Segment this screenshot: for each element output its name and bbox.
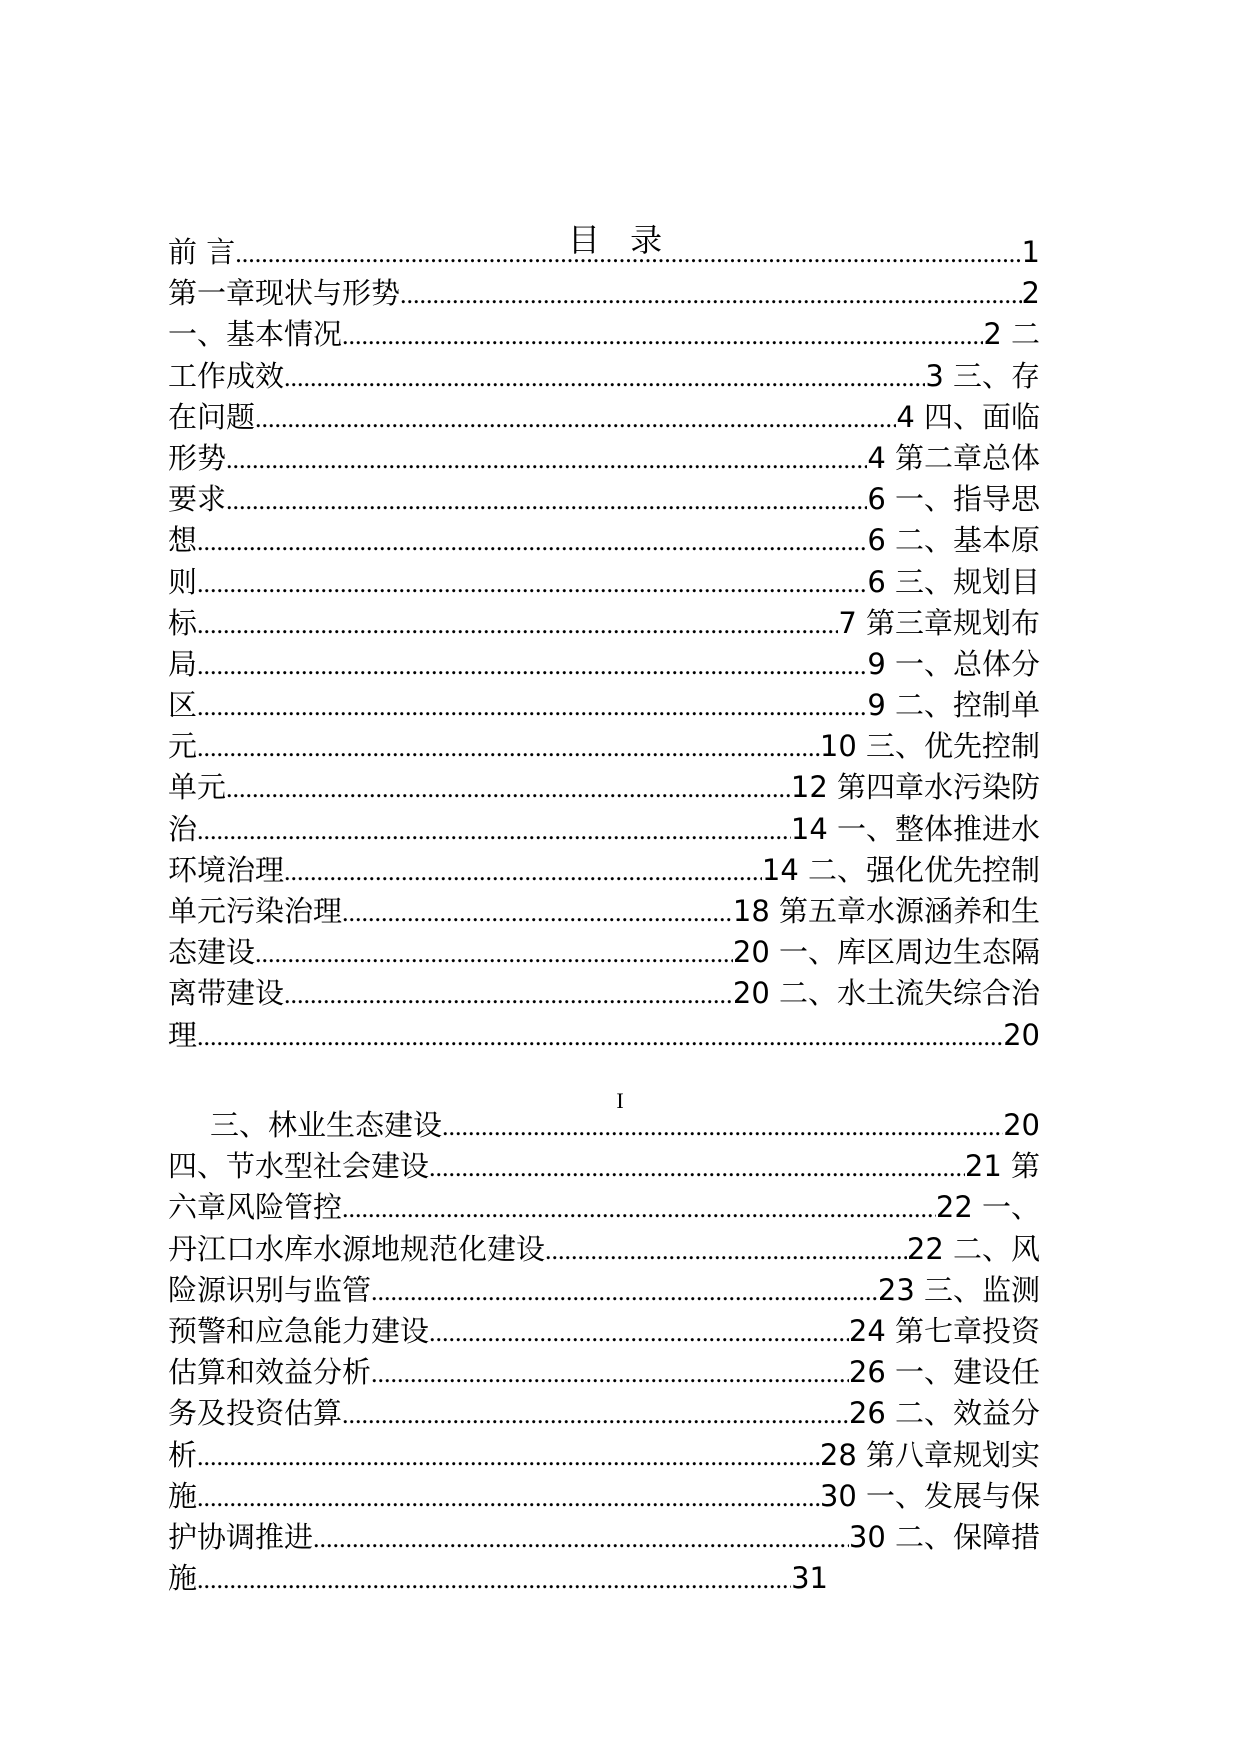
toc-leader-dots	[342, 1188, 936, 1228]
toc-entry[interactable]	[168, 644, 1040, 685]
toc-entry[interactable]	[168, 479, 1040, 520]
toc-entry-page-and-next: 9 一、总体分	[867, 646, 1040, 681]
toc-entry[interactable]	[168, 891, 1040, 932]
toc-entry-page-and-next: 31	[791, 1561, 828, 1596]
toc-entry[interactable]	[168, 232, 1040, 273]
toc-entry-page-and-next: 20 二、水土流失综合治	[732, 976, 1040, 1011]
toc-entry-label: 标	[168, 605, 198, 640]
toc-entry[interactable]	[168, 932, 1040, 973]
toc-entry-label: 离带建设	[168, 976, 285, 1011]
toc-leader-dots	[226, 480, 867, 520]
toc-entry-label: 施	[168, 1478, 198, 1513]
toc-entry-label: 四、节水型社会建设	[168, 1149, 430, 1184]
toc-leader-dots	[197, 1477, 820, 1517]
toc-entry[interactable]	[168, 1187, 1040, 1228]
toc-entry-label: 前 言	[168, 235, 236, 269]
toc-entry-page-and-next: 20	[1003, 1108, 1040, 1142]
toc-entry[interactable]	[168, 1015, 1040, 1056]
toc-list-part1	[168, 232, 1040, 1056]
toc-entry-page-and-next: 20 一、库区周边生态隔	[732, 935, 1040, 970]
toc-entry-label: 三、林业生态建设	[210, 1108, 443, 1142]
toc-entry[interactable]	[168, 397, 1040, 438]
toc-entry-page-and-next: 9 二、控制单	[867, 688, 1040, 723]
toc-entry-page-and-next: 10 三、优先控制	[819, 729, 1040, 764]
toc-entry-page-and-next: 12 第四章水污染防	[790, 770, 1040, 805]
toc-entry[interactable]	[168, 685, 1040, 726]
toc-entry-page-and-next: 14 一、整体推进水	[790, 811, 1040, 846]
toc-entry-page-and-next: 22 一、	[935, 1190, 1040, 1225]
toc-entry-label: 元	[168, 729, 198, 764]
toc-entry-page-and-next: 3 三、存	[925, 358, 1040, 393]
toc-entry[interactable]	[168, 1352, 1040, 1393]
toc-entry-page-and-next: 26 二、效益分	[848, 1396, 1040, 1431]
toc-entry[interactable]	[168, 1229, 1040, 1270]
toc-entry[interactable]	[168, 520, 1040, 561]
toc-leader-dots	[197, 810, 791, 850]
toc-leader-dots	[197, 604, 838, 644]
toc-entry-label: 第一章现状与形势	[168, 276, 401, 311]
toc-leader-dots	[284, 974, 733, 1014]
toc-entry-label: 施	[168, 1561, 198, 1596]
toc-leader-dots	[226, 768, 791, 808]
toc-entry-page-and-next: 2 二	[983, 317, 1040, 352]
toc-entry[interactable]	[168, 973, 1040, 1014]
toc-entry-label: 治	[168, 811, 198, 846]
toc-leader-dots	[342, 1394, 849, 1434]
toc-entry-label: 务及投资估算	[168, 1396, 343, 1431]
page-number: I	[616, 1088, 624, 1113]
toc-leader-dots	[371, 1353, 849, 1393]
toc-leader-dots	[342, 892, 733, 932]
toc-entry-label: 工作成效	[168, 358, 285, 393]
toc-entry[interactable]	[168, 438, 1040, 479]
toc-entry-page-and-next: 28 第八章规划实	[819, 1437, 1040, 1472]
toc-leader-dots	[284, 357, 925, 397]
toc-entry-page-and-next: 6 一、指导思	[867, 482, 1040, 517]
toc-entry-label: 护协调推进	[168, 1519, 314, 1554]
toc-leader-dots	[313, 1518, 849, 1558]
toc-entry[interactable]	[168, 1517, 1040, 1558]
toc-leader-dots	[197, 645, 867, 685]
toc-entry-page-and-next: 1	[1021, 235, 1040, 269]
toc-leader-dots	[284, 851, 762, 891]
toc-leader-dots	[197, 521, 867, 561]
toc-entry-page-and-next: 4 第二章总体	[867, 440, 1040, 475]
toc-leader-dots	[371, 1271, 878, 1311]
toc-entry[interactable]	[168, 1146, 1040, 1187]
toc-entry-label: 要求	[168, 482, 227, 517]
toc-entry-label: 环境治理	[168, 852, 285, 887]
toc-entry-page-and-next: 6 三、规划目	[867, 564, 1040, 599]
toc-entry[interactable]	[168, 1105, 1040, 1146]
toc-leader-dots	[429, 1147, 965, 1187]
toc-leader-dots	[197, 1559, 791, 1599]
toc-leader-dots	[442, 1106, 1003, 1146]
toc-entry-page-and-next: 22 二、风	[906, 1231, 1040, 1266]
toc-title: 目 录	[567, 221, 673, 259]
toc-entry[interactable]	[168, 314, 1040, 355]
toc-leader-dots	[226, 439, 867, 479]
toc-entry-page-and-next: 30 一、发展与保	[819, 1478, 1040, 1513]
toc-entry-label: 丹江口水库水源地规范化建设	[168, 1231, 546, 1266]
toc-entry[interactable]	[168, 1270, 1040, 1311]
toc-leader-dots	[197, 1436, 820, 1476]
toc-entry-label: 单元污染治理	[168, 894, 343, 928]
toc-leader-dots	[342, 315, 983, 355]
toc-leader-dots	[255, 398, 896, 438]
toc-entry[interactable]	[168, 767, 1040, 808]
toc-entry[interactable]	[168, 1558, 828, 1599]
toc-entry-label: 想	[168, 523, 198, 558]
toc-entry-page-and-next: 14 二、强化优先控制	[761, 852, 1040, 887]
toc-entry[interactable]	[168, 356, 1040, 397]
toc-leader-dots	[545, 1230, 907, 1270]
toc-entry-page-and-next: 7 第三章规划布	[838, 605, 1040, 640]
toc-leader-dots	[197, 686, 867, 726]
toc-leader-dots	[429, 1312, 849, 1352]
toc-entry[interactable]	[168, 809, 1040, 850]
toc-entry-label: 析	[168, 1437, 198, 1472]
toc-entry-label: 区	[168, 688, 198, 723]
toc-entry[interactable]	[168, 1435, 1040, 1476]
toc-entry[interactable]	[168, 850, 1040, 891]
toc-entry-page-and-next: 23 三、监测	[877, 1272, 1040, 1307]
toc-entry-page-and-next: 2	[1021, 276, 1040, 311]
toc-entry-label: 险源识别与监管	[168, 1272, 372, 1307]
toc-entry-page-and-next: 4 四、面临	[896, 399, 1040, 434]
toc-leader-dots	[235, 233, 1021, 273]
toc-entry-label: 单元	[168, 770, 227, 805]
toc-list-part2	[168, 1105, 1040, 1599]
toc-entry-label: 预警和应急能力建设	[168, 1313, 430, 1348]
toc-entry[interactable]	[168, 1311, 1040, 1352]
toc-leader-dots	[197, 563, 867, 603]
toc-entry-page-and-next: 20	[1003, 1017, 1040, 1052]
toc-entry[interactable]	[168, 273, 1040, 314]
toc-entry[interactable]	[168, 726, 1040, 767]
toc-entry-label: 在问题	[168, 399, 256, 434]
toc-entry[interactable]	[168, 562, 1040, 603]
toc-entry-label: 形势	[168, 440, 227, 475]
toc-entry[interactable]	[168, 1476, 1040, 1517]
toc-entry-label: 理	[168, 1017, 198, 1052]
toc-leader-dots	[197, 727, 820, 767]
toc-entry[interactable]	[168, 603, 1040, 644]
toc-entry-page-and-next: 21 第	[964, 1149, 1040, 1184]
toc-leader-dots	[255, 933, 733, 973]
toc-entry-label: 态建设	[168, 935, 256, 970]
toc-entry-page-and-next: 18 第五章水源涵养和生	[732, 894, 1040, 928]
toc-leader-dots	[400, 274, 1022, 314]
toc-entry-label: 则	[168, 564, 198, 599]
toc-entry-page-and-next: 6 二、基本原	[867, 523, 1040, 558]
toc-entry-label: 一、基本情况	[168, 317, 343, 352]
toc-entry-label: 估算和效益分析	[168, 1355, 372, 1390]
toc-entry[interactable]	[168, 1393, 1040, 1434]
toc-leader-dots	[197, 1016, 1003, 1056]
toc-entry-label: 局	[168, 646, 198, 681]
toc-entry-label: 六章风险管控	[168, 1190, 343, 1225]
toc-entry-page-and-next: 26 一、建设任	[848, 1355, 1040, 1390]
toc-entry-page-and-next: 30 二、保障措	[848, 1519, 1040, 1554]
toc-entry-page-and-next: 24 第七章投资	[848, 1313, 1040, 1348]
